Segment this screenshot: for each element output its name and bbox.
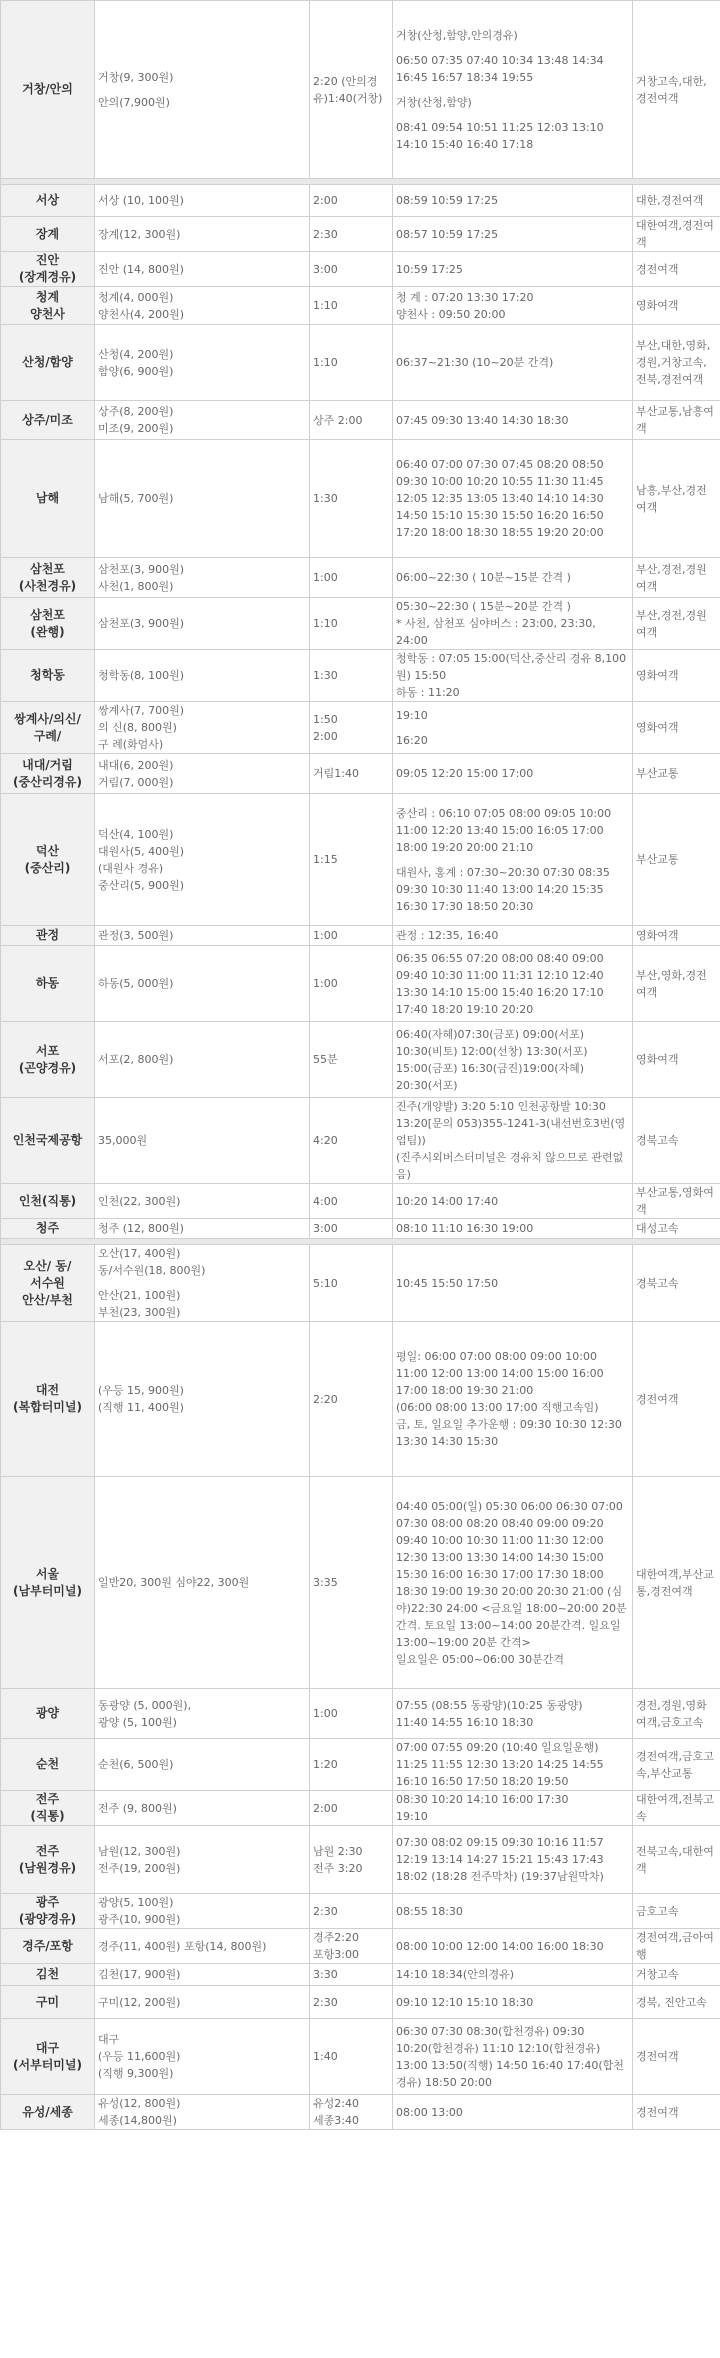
table-row <box>1 1098 720 1184</box>
company-cell: 전북고속,대한여객 <box>633 1826 720 1894</box>
destination-cell: 서상 <box>1 185 95 217</box>
duration-cell: 2:00 <box>310 185 393 217</box>
destination-cell: 전주 (직통) <box>1 1791 95 1826</box>
schedule-cell: 관정 : 12:35, 16:40 <box>393 926 633 946</box>
schedule-cell: 04:40 05:00(일) 05:30 06:00 06:30 07:00 07:30 08:00 08:20 08:40 09:00 09:20 09:40 10:00 10:30 11:00 11:30 12:00 12:30 13:00 13:30 14:00 14:30 15:00 15:30 16:00 16:30 17:00 17:30 18:00 18:30 19:00 19:30 20:00 20:30 21:00 (심야)22:30 24:00 <금요일 18:00~20:00 20분간격. 토요일 13:00~14:00 20분간격. 일요일 13:00~19:00 20분 간격> 일요일은 05:00~06:00 30분간격 <box>393 1477 633 1689</box>
destination-cell: 쌍계사/의신/ 구례/ <box>1 702 95 754</box>
duration-cell: 55분 <box>310 1022 393 1098</box>
fare-cell: 삼천포(3, 900원) 사천(1, 800원) <box>95 558 310 598</box>
destination-cell: 내대/거림 (중산리경유) <box>1 754 95 794</box>
fare-cell: 순천(6, 500원) <box>95 1739 310 1791</box>
destination-cell: 상주/미조 <box>1 401 95 440</box>
schedule-cell: 06:40 07:00 07:30 07:45 08:20 08:50 09:30 10:00 10:20 10:55 11:30 11:45 12:05 12:35 13:05 13:40 14:10 14:30 14:50 15:10 15:30 15:50 16:20 16:50 17:20 18:00 18:30 18:55 19:20 20:00 <box>393 440 633 558</box>
fare-cell: 관정(3, 500원) <box>95 926 310 946</box>
destination-cell: 광주 (광양경유) <box>1 1894 95 1929</box>
schedule-cell: 10:59 17:25 <box>393 252 633 287</box>
schedule-cell: 06:37~21:30 (10~20분 간격) <box>393 325 633 401</box>
company-cell: 경전여객 <box>633 252 720 287</box>
table-row <box>1 1245 720 1322</box>
duration-cell: 1:40 <box>310 2019 393 2095</box>
duration-cell: 1:00 <box>310 558 393 598</box>
company-cell: 영화여객 <box>633 1022 720 1098</box>
company-cell: 경전,경원,영화여객,금호고속 <box>633 1689 720 1739</box>
duration-cell: 4:20 <box>310 1098 393 1184</box>
table-row <box>1 1894 720 1929</box>
destination-cell: 경주/포항 <box>1 1929 95 1964</box>
fare-cell: 남해(5, 700원) <box>95 440 310 558</box>
fare-cell: 유성(12, 800원) 세종(14,800원) <box>95 2095 310 2130</box>
destination-cell: 거창/안의 <box>1 1 95 179</box>
schedule-cell: 10:45 15:50 17:50 <box>393 1245 633 1322</box>
company-cell: 대한여객,경전여객 <box>633 217 720 252</box>
duration-cell: 1:00 <box>310 926 393 946</box>
destination-cell: 유성/세종 <box>1 2095 95 2130</box>
table-row <box>1 325 720 401</box>
destination-cell: 남해 <box>1 440 95 558</box>
destination-cell: 산청/함양 <box>1 325 95 401</box>
duration-cell: 3:35 <box>310 1477 393 1689</box>
schedule-cell: 거창(산청,함양,안의경유) 06:50 07:35 07:40 10:34 13:48 14:34 16:45 16:57 18:34 19:55 거창(산청,함양) 08:41 09:54 10:51 11:25 12:03 13:10 14:10 15:40 16:40 17:18 <box>393 1 633 179</box>
table-row <box>1 440 720 558</box>
schedule-cell: 06:00~22:30 ( 10분~15분 간격 ) <box>393 558 633 598</box>
destination-cell: 청계 양천사 <box>1 287 95 325</box>
duration-cell: 2:30 <box>310 1986 393 2019</box>
company-cell: 영화여객 <box>633 702 720 754</box>
destination-cell: 구미 <box>1 1986 95 2019</box>
table-row <box>1 1184 720 1219</box>
schedule-cell: 청 계 : 07:20 13:30 17:20 양천사 : 09:50 20:00 <box>393 287 633 325</box>
duration-cell: 1:10 <box>310 287 393 325</box>
fare-cell: 남원(12, 300원) 전주(19, 200원) <box>95 1826 310 1894</box>
company-cell: 경전여객,금호고속,부산교통 <box>633 1739 720 1791</box>
fare-cell: 서상 (10, 100원) <box>95 185 310 217</box>
schedule-cell: 07:30 08:02 09:15 09:30 10:16 11:57 12:19 13:14 14:27 15:21 15:43 17:43 18:02 (18:28 전주막차) (19:37남원막차) <box>393 1826 633 1894</box>
schedule-cell: 06:40(자혜)07:30(금포) 09:00(서포) 10:30(비토) 12:00(선창) 13:30(서포) 15:00(금포) 16:30(금진)19:00(자혜) 20:30(서포) <box>393 1022 633 1098</box>
table-row <box>1 1022 720 1098</box>
duration-cell: 2:00 <box>310 1791 393 1826</box>
fare-cell: (우등 15, 900원) (직행 11, 400원) <box>95 1322 310 1477</box>
company-cell: 경전여객 <box>633 1322 720 1477</box>
schedule-cell: 07:45 09:30 13:40 14:30 18:30 <box>393 401 633 440</box>
duration-cell: 3:00 <box>310 252 393 287</box>
destination-cell: 김천 <box>1 1964 95 1986</box>
fare-cell: 오산(17, 400원) 동/서수원(18, 800원) 안산(21, 100원) 부천(23, 300원) <box>95 1245 310 1322</box>
table-row <box>1 2019 720 2095</box>
duration-cell: 2:20 <box>310 1322 393 1477</box>
schedule-cell: 07:55 (08:55 동광양)(10:25 동광양) 11:40 14:55 16:10 18:30 <box>393 1689 633 1739</box>
duration-cell: 2:30 <box>310 217 393 252</box>
company-cell: 부산,경전,경원여객 <box>633 598 720 650</box>
fare-cell: 하동(5, 000원) <box>95 946 310 1022</box>
table-row <box>1 252 720 287</box>
fare-cell: 산청(4, 200원) 함양(6, 900원) <box>95 325 310 401</box>
company-cell: 영화여객 <box>633 287 720 325</box>
fare-cell: 일반20, 300원 심야22, 300원 <box>95 1477 310 1689</box>
company-cell: 부산교통 <box>633 754 720 794</box>
duration-cell: 2:30 <box>310 1894 393 1929</box>
fare-cell: 경주(11, 400원) 포항(14, 800원) <box>95 1929 310 1964</box>
duration-cell: 경주2:20 포항3:00 <box>310 1929 393 1964</box>
schedule-cell: 중산리 : 06:10 07:05 08:00 09:05 10:00 11:00 12:20 13:40 15:00 16:05 17:00 18:00 19:20 20:00 21:10 대원사, 홍계 : 07:30~20:30 07:30 08:35 09:30 10:30 11:40 13:00 14:20 15:35 16:30 17:30 18:50 20:30 <box>393 794 633 926</box>
table-row <box>1 1477 720 1689</box>
duration-cell: 1:30 <box>310 650 393 702</box>
table-row <box>1 2095 720 2130</box>
schedule-cell: 10:20 14:00 17:40 <box>393 1184 633 1219</box>
company-cell: 대한,경전여객 <box>633 185 720 217</box>
fare-cell: 삼천포(3, 900원) <box>95 598 310 650</box>
schedule-cell: 09:10 12:10 15:10 18:30 <box>393 1986 633 2019</box>
fare-cell: 김천(17, 900원) <box>95 1964 310 1986</box>
destination-cell: 관정 <box>1 926 95 946</box>
table-row <box>1 185 720 217</box>
destination-cell: 덕산 (중산리) <box>1 794 95 926</box>
duration-cell: 유성2:40 세종3:40 <box>310 2095 393 2130</box>
timetable-body <box>1 1 720 2130</box>
table-row <box>1 217 720 252</box>
duration-cell: 상주 2:00 <box>310 401 393 440</box>
company-cell: 대성고속 <box>633 1219 720 1239</box>
schedule-cell: 08:00 13:00 <box>393 2095 633 2130</box>
schedule-cell: 05:30~22:30 ( 15분~20분 간격 ) * 사천, 삼천포 심야버스 : 23:00, 23:30, 24:00 <box>393 598 633 650</box>
table-row <box>1 1964 720 1986</box>
table-row <box>1 1791 720 1826</box>
schedule-cell: 19:10 16:20 <box>393 702 633 754</box>
duration-cell: 1:00 <box>310 946 393 1022</box>
company-cell: 부산교통,남흥여객 <box>633 401 720 440</box>
table-row <box>1 1739 720 1791</box>
company-cell: 금호고속 <box>633 1894 720 1929</box>
destination-cell: 대전 (복합터미널) <box>1 1322 95 1477</box>
destination-cell: 서포 (곤양경유) <box>1 1022 95 1098</box>
company-cell: 경북고속 <box>633 1245 720 1322</box>
destination-cell: 청주 <box>1 1219 95 1239</box>
table-row <box>1 1219 720 1239</box>
duration-cell: 1:50 2:00 <box>310 702 393 754</box>
schedule-cell: 08:59 10:59 17:25 <box>393 185 633 217</box>
table-row <box>1 1929 720 1964</box>
duration-cell: 남원 2:30 전주 3:20 <box>310 1826 393 1894</box>
schedule-cell: 08:57 10:59 17:25 <box>393 217 633 252</box>
schedule-cell: 07:00 07:55 09:20 (10:40 일요일운행) 11:25 11:55 12:30 13:20 14:25 14:55 16:10 16:50 17:50 18:20 19:50 <box>393 1739 633 1791</box>
company-cell: 부산교통,영화여객 <box>633 1184 720 1219</box>
fare-cell: 인천(22, 300원) <box>95 1184 310 1219</box>
destination-cell: 삼천포 (완행) <box>1 598 95 650</box>
fare-cell: 상주(8, 200원) 미조(9, 200원) <box>95 401 310 440</box>
fare-cell: 덕산(4, 100원) 대원사(5, 400원) (대원사 경유) 중산리(5, 900원) <box>95 794 310 926</box>
fare-cell: 동광양 (5, 000원), 광양 (5, 100원) <box>95 1689 310 1739</box>
table-row <box>1 926 720 946</box>
company-cell: 남흥,부산,경전여객 <box>633 440 720 558</box>
table-row <box>1 650 720 702</box>
duration-cell: 3:30 <box>310 1964 393 1986</box>
table-row <box>1 598 720 650</box>
table-row <box>1 702 720 754</box>
destination-cell: 인천국제공항 <box>1 1098 95 1184</box>
destination-cell: 순천 <box>1 1739 95 1791</box>
schedule-cell: 08:30 10:20 14:10 16:00 17:30 19:10 <box>393 1791 633 1826</box>
destination-cell: 오산/ 동/ 서수원 안산/부천 <box>1 1245 95 1322</box>
duration-cell: 3:00 <box>310 1219 393 1239</box>
fare-cell: 청주 (12, 800원) <box>95 1219 310 1239</box>
fare-cell: 장계(12, 300원) <box>95 217 310 252</box>
destination-cell: 광양 <box>1 1689 95 1739</box>
duration-cell: 1:20 <box>310 1739 393 1791</box>
fare-cell: 광양(5, 100원) 광주(10, 900원) <box>95 1894 310 1929</box>
destination-cell: 인천(직통) <box>1 1184 95 1219</box>
fare-cell: 거창(9, 300원) 안의(7,900원) <box>95 1 310 179</box>
table-row <box>1 558 720 598</box>
destination-cell: 진안 (장계경유) <box>1 252 95 287</box>
fare-cell: 구미(12, 200원) <box>95 1986 310 2019</box>
fare-cell: 전주 (9, 800원) <box>95 1791 310 1826</box>
destination-cell: 서울 (남부터미널) <box>1 1477 95 1689</box>
schedule-cell: 06:30 07:30 08:30(합천경유) 09:30 10:20(합천경유) 11:10 12:10(합천경유) 13:00 13:50(직행) 14:50 16:40 17:40(합천경유) 18:50 20:00 <box>393 2019 633 2095</box>
schedule-cell: 08:55 18:30 <box>393 1894 633 1929</box>
company-cell: 영화여객 <box>633 926 720 946</box>
table-row <box>1 1826 720 1894</box>
fare-cell: 청학동(8, 100원) <box>95 650 310 702</box>
schedule-cell: 08:10 11:10 16:30 19:00 <box>393 1219 633 1239</box>
duration-cell: 1:10 <box>310 598 393 650</box>
duration-cell: 4:00 <box>310 1184 393 1219</box>
table-row <box>1 946 720 1022</box>
schedule-cell: 08:00 10:00 12:00 14:00 16:00 18:30 <box>393 1929 633 1964</box>
fare-cell: 35,000원 <box>95 1098 310 1184</box>
fare-cell: 대구 (우등 11,600원) (직행 9,300원) <box>95 2019 310 2095</box>
fare-cell: 진안 (14, 800원) <box>95 252 310 287</box>
destination-cell: 청학동 <box>1 650 95 702</box>
table-row <box>1 401 720 440</box>
company-cell: 부산,영화,경전여객 <box>633 946 720 1022</box>
company-cell: 경전여객 <box>633 2019 720 2095</box>
duration-cell: 1:15 <box>310 794 393 926</box>
table-row <box>1 754 720 794</box>
fare-cell: 서포(2, 800원) <box>95 1022 310 1098</box>
company-cell: 영화여객 <box>633 650 720 702</box>
company-cell: 부산,대한,영화,경원,거창고속,전북,경전여객 <box>633 325 720 401</box>
company-cell: 경전여객 <box>633 2095 720 2130</box>
table-row <box>1 1 720 179</box>
table-row <box>1 287 720 325</box>
company-cell: 대한여객,전북고속 <box>633 1791 720 1826</box>
schedule-cell: 청학동 : 07:05 15:00(덕산,중산리 경유 8,100원) 15:50 하동 : 11:20 <box>393 650 633 702</box>
table-row <box>1 1322 720 1477</box>
schedule-cell: 진주(개양발) 3:20 5:10 인천공항발 10:30 13:20[문의 053)355-1241-3(내선번호3번(영업팀)) (진주시외버스터미널은 경유치 않으므로 관련없음) <box>393 1098 633 1184</box>
table-row <box>1 1986 720 2019</box>
company-cell: 거창고속 <box>633 1964 720 1986</box>
schedule-cell: 평일: 06:00 07:00 08:00 09:00 10:00 11:00 12:00 13:00 14:00 15:00 16:00 17:00 18:00 19:30 21:00 (06:00 08:00 13:00 17:00 직행고속임) 금, 토, 일요일 추가운행 : 09:30 10:30 12:30 13:30 14:30 15:30 <box>393 1322 633 1477</box>
duration-cell: 1:00 <box>310 1689 393 1739</box>
fare-cell: 쌍계사(7, 700원) 의 신(8, 800원) 구 례(화엄사) <box>95 702 310 754</box>
company-cell: 경북고속 <box>633 1098 720 1184</box>
schedule-cell: 09:05 12:20 15:00 17:00 <box>393 754 633 794</box>
schedule-cell: 06:35 06:55 07:20 08:00 08:40 09:00 09:40 10:30 11:00 11:31 12:10 12:40 13:30 14:10 15:00 15:40 16:20 17:10 17:40 18:20 19:10 20:20 <box>393 946 633 1022</box>
company-cell: 경북, 진안고속 <box>633 1986 720 2019</box>
table-row <box>1 1689 720 1739</box>
destination-cell: 하동 <box>1 946 95 1022</box>
company-cell: 대한여객,부산교통,경전여객 <box>633 1477 720 1689</box>
schedule-cell: 14:10 18:34(안의경유) <box>393 1964 633 1986</box>
company-cell: 거창고속,대한,경전여객 <box>633 1 720 179</box>
duration-cell: 1:30 <box>310 440 393 558</box>
destination-cell: 전주 (남원경유) <box>1 1826 95 1894</box>
destination-cell: 삼천포 (사천경유) <box>1 558 95 598</box>
company-cell: 경전여객,금아여행 <box>633 1929 720 1964</box>
table-row <box>1 794 720 926</box>
duration-cell: 5:10 <box>310 1245 393 1322</box>
fare-cell: 내대(6, 200원) 거림(7, 000원) <box>95 754 310 794</box>
duration-cell: 거림1:40 <box>310 754 393 794</box>
duration-cell: 1:10 <box>310 325 393 401</box>
duration-cell: 2:20 (안의경유)1:40(거창) <box>310 1 393 179</box>
fare-cell: 청계(4, 000원) 양천사(4, 200원) <box>95 287 310 325</box>
company-cell: 부산,경전,경원여객 <box>633 558 720 598</box>
company-cell: 부산교통 <box>633 794 720 926</box>
destination-cell: 장계 <box>1 217 95 252</box>
destination-cell: 대구 (서부터미널) <box>1 2019 95 2095</box>
